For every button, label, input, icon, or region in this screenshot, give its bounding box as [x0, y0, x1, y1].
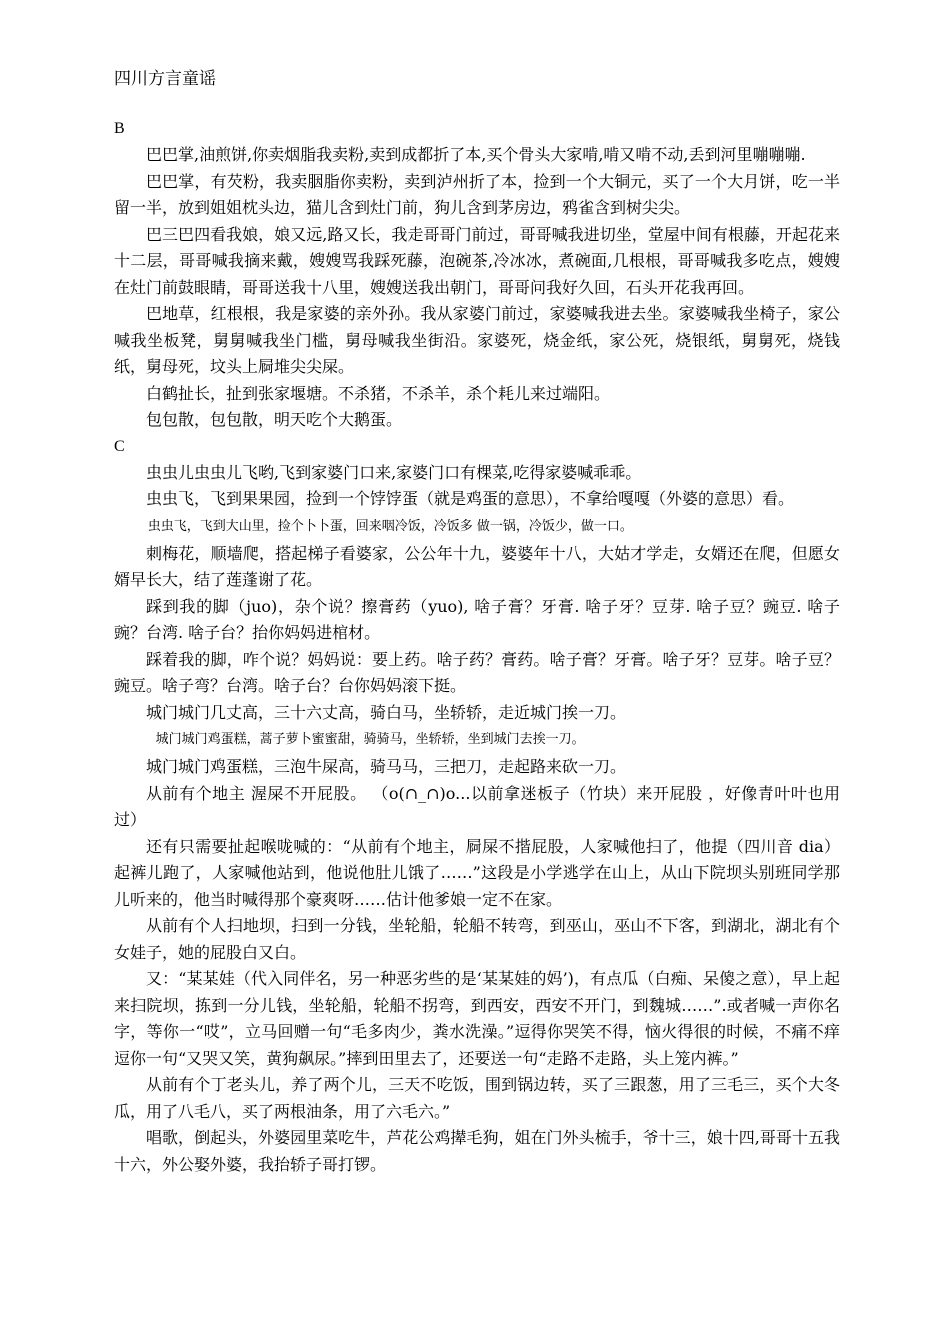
- rhyme-paragraph: 从前有个人扫地坝，扫到一分钱，坐轮船，轮船不转弯，到巫山，巫山不下客，到湖北，湖北有个女娃子，她的屁股白又白。: [114, 916, 840, 962]
- rhyme-paragraph: 从前有个地主 渥屎不开屁股。 （o(∩_∩)o...以前拿迷板子（竹块）来开屁股 ，好像青叶叶也用过）: [114, 783, 840, 829]
- rhyme-paragraph: 巴地草，红根根，我是家婆的亲外孙。我从家婆门前过，家婆喊我进去坐。家婆喊我坐椅子，家公喊我坐板凳，舅舅喊我坐门槛，舅母喊我坐街沿。家婆死，烧金纸，家公死，烧银纸，舅舅死，烧钱纸，舅母死，坟头上屙堆尖尖屎。: [114, 304, 840, 376]
- rhyme-paragraph-small: 城门城门鸡蛋糕，蒿子萝卜蜜蜜甜，骑骑马，坐轿轿，坐到城门去挨一刀。: [155, 732, 585, 747]
- rhyme-paragraph: 虫虫儿虫虫儿飞哟,飞到家婆门口来,家婆门口有棵菜,吃得家婆喊乖乖。: [146, 462, 642, 482]
- document-page: [114, 64, 840, 1178]
- rhyme-paragraph: 巴三巴四看我娘，娘又远,路又长，我走哥哥门前过，哥哥喊我进切坐，堂屋中间有根藤，开起花来十二层，哥哥喊我摘来戴，嫂嫂骂我踩死藤，泡碗茶,冷冰冰，煮碗面,几根根，哥哥喊我多吃点，嫂嫂在灶门前鼓眼睛，哥哥送我十八里，嫂嫂送我出朝门，哥哥问我好久回，石头开花我再回。: [114, 224, 840, 297]
- rhyme-paragraph: 巴巴掌,油煎饼,你卖烟脂我卖粉,卖到成都折了本,买个骨头大家啃,啃又啃不动,丢到河里嘣嘣嘣.: [146, 145, 806, 164]
- rhyme-paragraph: 虫虫飞，飞到果果园，捡到一个饽饽蛋（就是鸡蛋的意思），不拿给嘎嘎（外婆的意思）看。: [146, 489, 795, 508]
- document-title: 四川方言童谣: [114, 69, 216, 89]
- rhyme-paragraph: 包包散，包包散，明天吃个大鹅蛋。: [146, 410, 403, 429]
- rhyme-paragraph: 城门城门几丈高，三十六丈高，骑白马，坐轿轿，走近城门挨一刀。: [146, 702, 627, 722]
- rhyme-paragraph: 巴巴掌，有芡粉，我卖胭脂你卖粉，卖到泸州折了本，捡到一个大铜元，买了一个大月饼，吃一半留一半，放到姐姐枕头边，猫儿含到灶门前，狗儿含到茅房边，鸦雀含到树尖尖。: [114, 171, 840, 217]
- rhyme-paragraph: 从前有个丁老头儿，养了两个儿，三天不吃饭，围到锅边转，买了三跟葱，用了三毛三，买个大冬瓜，用了八毛八，买了两根油条，用了六毛六。”: [114, 1075, 840, 1121]
- rhyme-paragraph: 还有只需要扯起喉咙喊的：“从前有个地主，屙屎不揩屁股，人家喊他扫了，他提（四川音 dia）起裤儿跑了，人家喊他站到，他说他肚儿饿了……”这段是小学逃学在山上，从山下院坝头别班同学那儿听来的，他当时喊得那个豪爽呀……估计他爹娘一定不在家。: [114, 836, 840, 909]
- rhyme-paragraph: 踩着我的脚，咋个说？妈妈说：要上药。啥子药？膏药。啥子膏？牙膏。啥子牙？豆芽。啥子豆？豌豆。啥子弯？台湾。啥子台？台你妈妈滚下挺。: [114, 649, 840, 695]
- rhyme-paragraph: 白鹤扯长，扯到张家堰塘。不杀猪，不杀羊，杀个耗儿来过端阳。: [146, 383, 611, 403]
- section-heading-c: C: [114, 437, 125, 455]
- rhyme-paragraph: 刺梅花，顺墙爬，搭起梯子看婆家，公公年十九，婆婆年十八，大姑才学走，女婿还在爬，但愿女婿早长大，结了莲蓬谢了花。: [114, 543, 840, 589]
- section-heading-b: B: [114, 120, 125, 137]
- rhyme-paragraph: 城门城门鸡蛋糕，三泡牛屎高，骑马马，三把刀，走起路来砍一刀。: [146, 757, 627, 776]
- rhyme-paragraph: 踩到我的脚（juo)，杂个说？擦膏药（yuo), 啥子膏？牙膏. 啥子牙？豆芽. 啥子豆？豌豆. 啥子豌？台湾. 啥子台？抬你妈妈进棺材。: [114, 596, 840, 642]
- rhyme-paragraph: 又：“某某娃（代入同伴名，另一种恶劣些的是‘某某娃的妈’)，有点瓜（白痴、呆傻之意），早上起来扫院坝，拣到一分儿钱，坐轮船，轮船不拐弯，到西安，西安不开门，到魏城……”.或者喊一声你名字，等你一“哎”，立马回赠一句“毛多肉少，粪水洗澡。”逗得你哭笑不得，恼火得很的时候，不痛不痒逗你一句“又哭又笑，黄狗飙尿。”摔到田里去了，还要送一句“走路不走路，头上笼内裤。”: [114, 969, 840, 1068]
- rhyme-paragraph-small: 虫虫飞，飞到大山里，捡个卜卜蛋，回来咽冷饭，冷饭多 做一锅，冷饭少，做一口。: [147, 518, 633, 534]
- rhyme-paragraph: 唱歌，倒起头，外婆园里菜吃牛，芦花公鸡撵毛狗，姐在门外头梳手，爷十三，娘十四,哥哥十五我十六，外公娶外婆，我抬轿子哥打锣。: [114, 1128, 840, 1174]
